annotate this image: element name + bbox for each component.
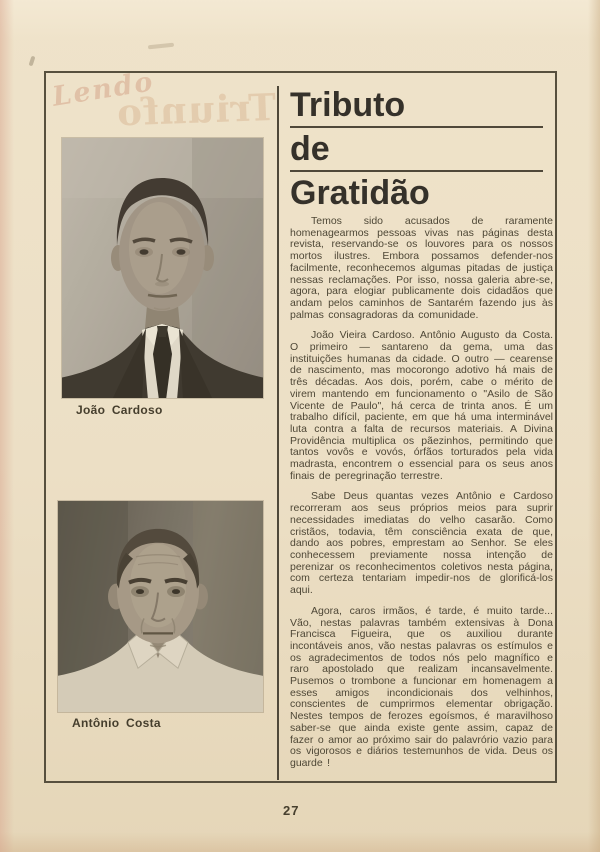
scan-smudge: [148, 43, 174, 50]
page-title: [290, 87, 543, 217]
photo-sepia-wash: [62, 138, 263, 398]
column-divider-rule: [277, 86, 279, 780]
article-paragraph: Agora, caros irmãos, é tarde, é muito tarde... Vão, nestas palavras também extensivas à Dona Francisca Figueira, que os auxiliou durante incontáveis anos, vão nestas palavras os estímulos e os agradecimentos de todos nós pelo magnífico e raro apostolado que realizam incansavelmente. Pusemos o trombone a funcionar em homenagem a esses amigos incondicionais dos velhinhos, conscientes de cumprirmos elementar obrigação. Nestes tempos de ferozes egoísmos, é maravilhoso saber-se que ainda existe gente assim, capaz de fazer o amor ao próximo sair do palavrório vazio para os vigorosos e diários testemunhos de vida. Deus os guarde !: [290, 604, 553, 769]
title-line: Tributo: [290, 87, 543, 128]
portrait-photo-antonio-costa: [58, 501, 263, 712]
title-line: Gratidão: [290, 174, 430, 212]
photo-caption-joao-cardoso: João Cardoso: [76, 403, 163, 417]
scan-mark: [29, 56, 36, 67]
title-line: de: [290, 131, 543, 172]
photo-sepia-wash: [58, 501, 263, 712]
article-body: [290, 216, 553, 779]
bleedthrough-mirrored-text: Triunfo: [115, 84, 277, 135]
page-number: 27: [283, 803, 300, 818]
article-paragraph: João Vieira Cardoso. Antônio Augusto da Costa. O primeiro — santareno da gema, uma das instituições humanas da cidade. O outro — cearense de nascimento, mas mocorongo adotivo há mais de três décadas. Aos dois, porém, cabe o mérito de virem mantendo em funcionamento o "Asilo de São Vicente de Paulo", há cerca de trinta anos. É um trabalho difícil, paciente, em que há uma interminável luta contra a falta de recursos materiais. A Divina Providência multiplica os pãezinhos, permitindo que tantos vovôs e vovós, órfãos torturados pela vida madrasta, encontrem o essencial para os seus anos finais de peregrinação terrestre.: [290, 329, 553, 482]
bleedthrough-script-text: Lendo: [50, 66, 157, 113]
portrait-photo-joao-cardoso: [62, 138, 263, 398]
photo-caption-antonio-costa: Antônio Costa: [72, 716, 161, 730]
article-paragraph: Sabe Deus quantas vezes Antônio e Cardoso recorreram aos seus próprios meios para suprir necessidades imediatas do velho casarão. Como cristãos, todavia, têm consciência exata de que, dando aos pobres, emprestam ao Senhor. Se eles conhecessem previamente nossa intenção de perenizar os reconhecimentos coletivos nesta página, com certeza tentariam impedir-nos de glorificá-los aqui.: [290, 490, 553, 597]
article-paragraph: Temos sido acusados de raramente homenagearmos pessoas vivas nas páginas desta revista, reservando-se os louvores para os nossos mortos ilustres. Embora possamos defender-nos facilmente, reconhecemos algumas pitadas de justiça nessas reclamações. Por isso, nossa galeria abre-se, agora, para elogiar publicamente dois cidadãos que andam pelos caminhos de Santarém fazendo jus às palmas consagradoras da comunidade.: [290, 215, 553, 321]
